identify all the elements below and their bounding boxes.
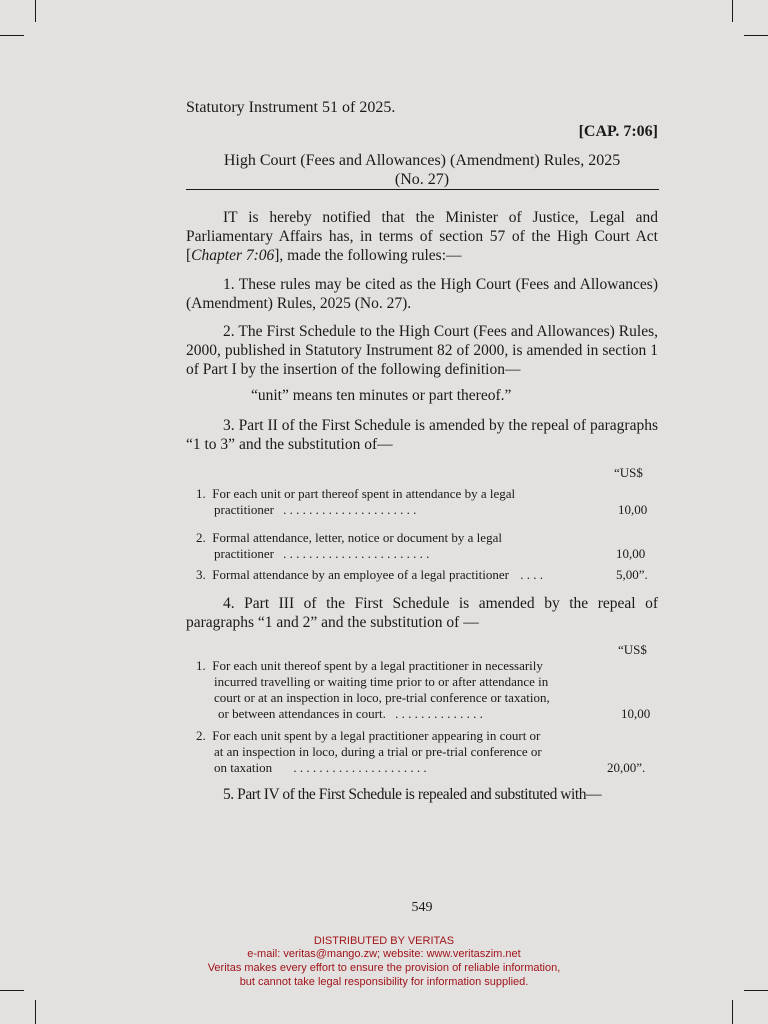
list-item — [196, 530, 502, 546]
item-continuation — [214, 546, 429, 562]
intro-paragraph — [186, 208, 658, 265]
rule-paragraph-5: 5. Part IV of the First Schedule is repealed and substituted with— — [223, 786, 602, 803]
item-text: Formal attendance, letter, notice or document by a legal — [212, 530, 502, 545]
intro-lead: IT is hereby notified that the Minister of Justice, Legal and Parliamentary Affairs has, in terms of section 57 of the High Court Act [ — [186, 209, 658, 264]
item-continuation: at an inspection in loco, during a trial or pre-trial conference or — [214, 744, 542, 759]
footer-contact: e-mail: veritas@mango.zw; website: www.veritaszim.net — [247, 948, 521, 960]
item-text: or between attendances in court. — [218, 706, 386, 721]
list-item — [196, 486, 515, 502]
title-line: High Court (Fees and Allowances) (Amendment) Rules, 2025 — [223, 152, 621, 169]
item-continuation — [218, 706, 483, 722]
item-text: on taxation — [214, 760, 273, 775]
chapter-reference: [CAP. 7:06] — [578, 123, 658, 140]
item-continuation: incurred travelling or waiting time prior to or after attendance in — [214, 674, 549, 689]
title-rule — [186, 189, 659, 190]
item-continuation: court or at an inspection in loco, pre-trial conference or taxation, — [214, 690, 550, 705]
page-number: 549 — [411, 900, 433, 915]
intro-tail: ], made the following rules:— — [274, 247, 462, 264]
crop-mark — [35, 1000, 36, 1024]
crop-mark — [0, 990, 24, 991]
page-title — [186, 151, 658, 189]
crop-mark — [0, 35, 24, 36]
item-amount: 10,00 — [621, 706, 651, 721]
leader-dots: . . . . . . . . . . . . . . — [395, 706, 483, 721]
title-number: (No. 27) — [394, 171, 450, 188]
item-amount: 20,00”. — [607, 760, 646, 775]
leader-dots: . . . . . . . . . . . . . . . . . . . . . — [283, 502, 417, 517]
item-continuation — [214, 760, 427, 776]
list-item — [196, 567, 543, 583]
item-number: 1. — [196, 486, 206, 501]
unit-definition: “unit” means ten minutes or part thereof.” — [251, 387, 512, 404]
item-text: For each unit spent by a legal practitioner appearing in court or — [212, 728, 541, 743]
leader-dots: . . . . . . . . . . . . . . . . . . . . . — [293, 760, 427, 775]
statutory-instrument-label: Statutory Instrument 51 of 2025. — [186, 99, 396, 116]
currency-header: “US$ — [614, 465, 643, 480]
rule-paragraph-2: 2. The First Schedule to the High Court (Fees and Allowances) Rules, 2000, published in Statutory Instrument 82 of 2000, is amended in section 1 of Part I by the insertion of the following definition— — [186, 323, 658, 378]
leader-dots: . . . . . . . . . . . . . . . . . . . . . . . — [283, 546, 430, 561]
crop-mark — [35, 0, 36, 22]
item-number: 1. — [196, 658, 206, 673]
rule-paragraph-4: 4. Part III of the First Schedule is amended by the repeal of paragraphs “1 and 2” and the substitution of — — [186, 595, 658, 631]
item-amount: 5,00”. — [616, 567, 648, 582]
list-item — [196, 658, 543, 674]
leader-dots: . . . . — [520, 567, 543, 582]
crop-mark — [732, 1000, 733, 1024]
crop-mark — [744, 35, 768, 36]
item-text: practitioner — [214, 502, 274, 517]
footer-distributor: DISTRIBUTED BY VERITAS — [313, 935, 455, 947]
item-text: For each unit or part thereof spent in attendance by a legal — [212, 486, 516, 501]
item-continuation — [214, 502, 416, 518]
crop-mark — [732, 0, 733, 22]
currency-header: “US$ — [618, 642, 647, 657]
rule-paragraph-3: 3. Part II of the First Schedule is amended by the repeal of paragraphs “1 to 3” and the substitution of— — [186, 417, 658, 453]
chapter-citation: Chapter 7:06 — [191, 247, 275, 264]
item-amount: 10,00 — [616, 546, 646, 561]
item-text: practitioner — [214, 546, 274, 561]
item-number: 3. — [196, 567, 206, 582]
rule-paragraph-1: 1. These rules may be cited as the High Court (Fees and Allowances) (Amendment) Rules, 2025 (No. 27). — [186, 276, 658, 312]
item-text: Formal attendance by an employee of a legal practitioner — [212, 567, 509, 582]
footer-disclaimer-2: but cannot take legal responsibility for information supplied. — [239, 976, 529, 988]
item-number: 2. — [196, 530, 206, 545]
list-item — [196, 728, 540, 744]
item-amount: 10,00 — [618, 502, 648, 517]
crop-mark — [744, 990, 768, 991]
item-number: 2. — [196, 728, 206, 743]
item-text: For each unit thereof spent by a legal practitioner in necessarily — [212, 658, 543, 673]
footer-disclaimer: Veritas makes every effort to ensure the provision of reliable information, — [207, 962, 561, 974]
